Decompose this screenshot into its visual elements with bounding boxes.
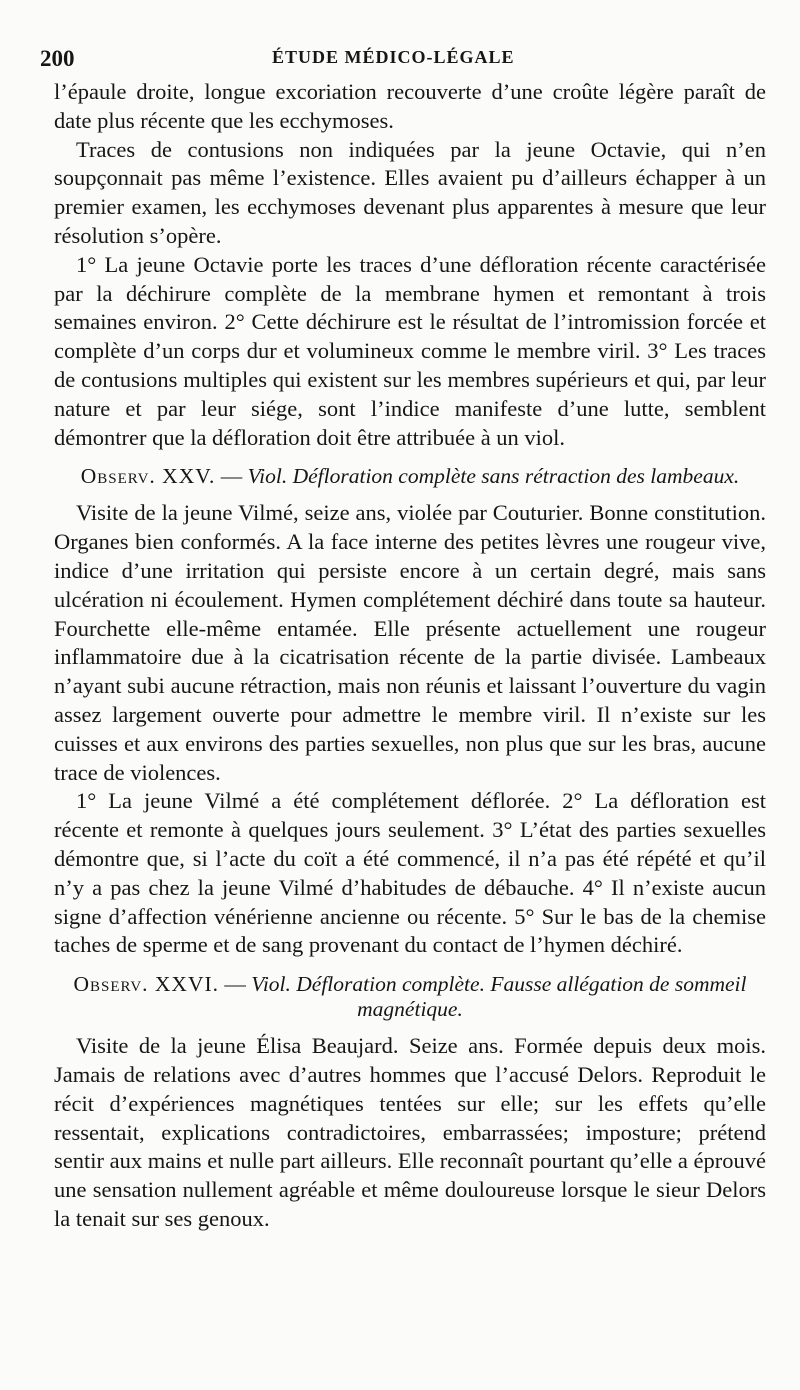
paragraph-visite-vilme: Visite de la jeune Vilmé, seize ans, violée par Couturier. Bonne constitution. Organes bien conformés. A la face interne des petites lèvres une rougeur vive, indice d’une irritation qui persiste encore à un certain degré, mais sans ulcération ni écoulement. Hymen complétement déchiré dans toute sa hauteur. Fourchette elle-même entamée. Elle présente actuellement une rougeur inflammatoire due à la cicatrisation récente de la partie divisée. Lambeaux n’ayant subi aucune rétraction, mais non réunis et laissant l’ouverture du vagin assez largement ouverte pour admettre le membre viril. Il n’existe sur les cuisses et aux environs des parties sexuelles, non plus que sur les bras, aucune trace de violences. <box>54 500 766 785</box>
observation-title: Viol. Défloration complète sans rétraction des lambeaux. <box>247 464 740 489</box>
observation-heading-xxvi <box>54 972 766 1022</box>
page-number: 200 <box>40 46 75 71</box>
observation-dash: — <box>215 464 248 489</box>
paragraph-conclusions-vilme: 1° La jeune Vilmé a été complétement déflorée. 2° La défloration est récente et remonte à quelques jours seulement. 3° L’état des parties sexuelles démontre que, si l’acte du coït a été commencé, il n’a pas été répété et qu’il n’y a pas chez la jeune Vilmé d’habitudes de débauche. 4° Il n’existe aucun signe d’affection vénérienne ancienne ou récente. 5° Sur le bas de la chemise taches de sperme et de sang provenant du contact de l’hymen déchiré. <box>54 788 766 958</box>
paragraph-conclusions-octavie: 1° La jeune Octavie porte les traces d’une défloration récente caractérisée par la déchirure complète de la membrane hymen et remontant à trois semaines environ. 2° Cette déchirure est le résultat de l’intromission forcée et complète d’un corps dur et volumineux comme le membre viril. 3° Les traces de contusions multiples qui existent sur les membres supérieurs et qui, par leur nature et par leur siége, sont l’indice manifeste d’une lutte, semblent démontrer que la défloration doit être attribuée à un viol. <box>54 251 766 450</box>
book-page <box>40 38 766 1234</box>
paragraph-continued: l’épaule droite, longue excoriation recouverte d’une croûte légère paraît de date plus récente que les ecchymoses. <box>54 79 766 133</box>
observation-dash: — <box>219 972 252 997</box>
page-header <box>40 38 766 78</box>
observation-heading-xxv <box>54 464 766 489</box>
observation-label: Observ. XXV. <box>80 464 216 489</box>
paragraph-visite-beaujard: Visite de la jeune Élisa Beaujard. Seize ans. Formée depuis deux mois. Jamais de relations avec d’autres hommes que l’accusé Delors. Reproduit le récit d’expériences magnétiques tentées sur elle; sur les effets qu’elle ressentait, explications contradictoires, embarrassées; imposture; prétend sentir aux mains et nulle part ailleurs. Elle reconnaît pourtant qu’elle a éprouvé une sensation nullement agréable et même douloureuse lorsque le sieur Delors la tenait sur ses genoux. <box>54 1033 766 1231</box>
paragraph-contusions: Traces de contusions non indiquées par la jeune Octavie, qui n’en soupçonnait pas même l’existence. Elles avaient pu d’ailleurs échapper à un premier examen, les ecchymoses devenant plus apparentes à mesure que leur résolution s’opère. <box>54 136 766 248</box>
observation-label: Observ. XXVI. <box>73 972 220 997</box>
observation-title: Viol. Défloration complète. Fausse allégation de sommeil magnétique. <box>251 972 747 1022</box>
running-title: ÉTUDE MÉDICO-LÉGALE <box>272 47 515 67</box>
